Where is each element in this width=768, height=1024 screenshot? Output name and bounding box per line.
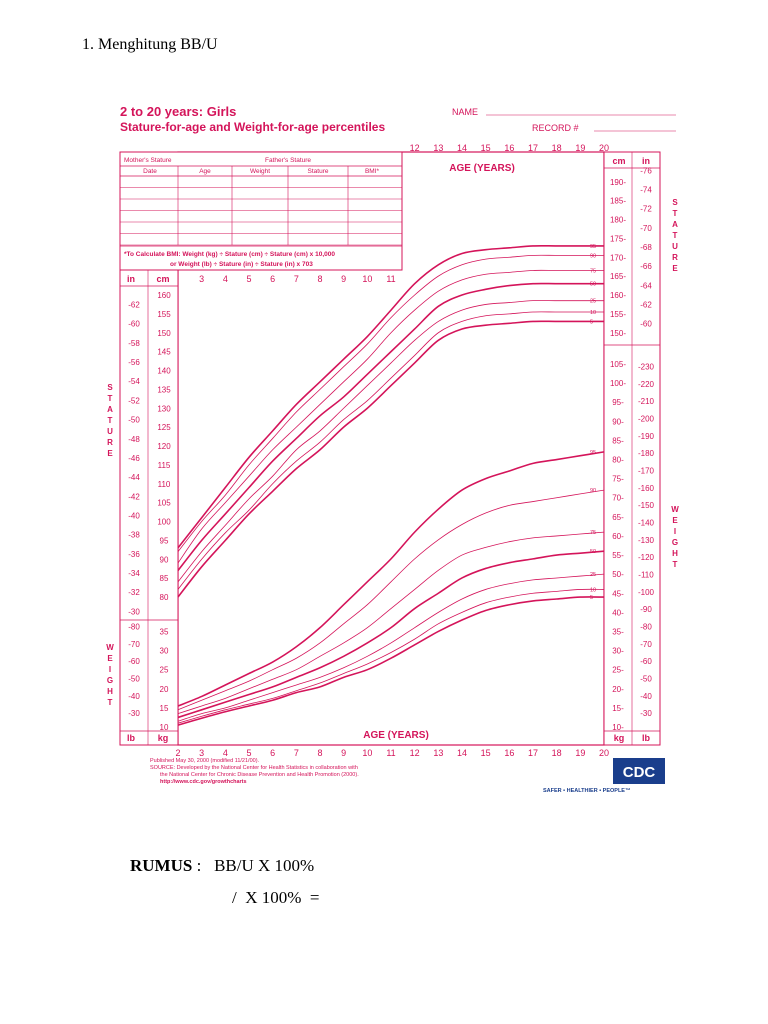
age-tick-label: 19 <box>575 748 586 758</box>
tick-label: -56 <box>128 358 140 368</box>
table-header-age: Age <box>199 168 211 175</box>
age-tick-label: 20 <box>598 143 610 153</box>
age-tick-label: 7 <box>293 748 299 758</box>
age-tick-label: 10 <box>362 748 373 758</box>
tick-label: -40 <box>640 691 652 701</box>
tick-label: 10- <box>612 723 624 732</box>
stature-percentile-label: 50 <box>590 281 597 288</box>
formula-expression: BB/U X 100% <box>214 856 315 875</box>
tick-label: 90 <box>159 555 169 565</box>
left-unit-in: in <box>127 274 135 284</box>
tick-label: 150- <box>609 328 627 338</box>
age-tick-label: 17 <box>527 143 539 153</box>
age-label-bottom: AGE (YEARS) <box>363 730 429 741</box>
age-tick-label: 16 <box>504 748 515 758</box>
weight-percentile-label: 75 <box>590 530 597 537</box>
right-unit-lb: lb <box>642 733 650 743</box>
tick-label: 65- <box>612 512 624 522</box>
tick-label: 70- <box>612 493 624 503</box>
tick-label: -140 <box>637 518 655 528</box>
age-tick-label: 15 <box>480 748 491 758</box>
tick-label: -32 <box>128 588 140 598</box>
tick-label: -74 <box>640 185 652 195</box>
age-tick-label: 6 <box>270 274 276 284</box>
age-tick-label: 20 <box>598 748 610 758</box>
left-unit-kg: kg <box>157 733 169 743</box>
age-tick-label: 19 <box>575 143 586 153</box>
tick-label: 90- <box>612 417 624 427</box>
tick-label: -46 <box>128 453 140 463</box>
tick-label: -180 <box>637 449 655 459</box>
right-unit-cm: cm <box>612 156 626 166</box>
tick-label: 25- <box>612 665 624 675</box>
tick-label: -70 <box>128 639 140 649</box>
chart-subtitle: Stature-for-age and Weight-for-age percentiles <box>120 120 386 134</box>
published-note: Published May 30, 2000 (modified 11/21/00). <box>150 758 260 764</box>
tick-label: -210 <box>637 397 655 407</box>
page-heading: 1. Menghitung BB/U <box>82 36 218 53</box>
cdc-tagline: SAFER • HEALTHIER • PEOPLE™ <box>543 788 631 794</box>
tick-label: -100 <box>637 587 655 597</box>
tick-label: -60 <box>640 657 652 667</box>
age-tick-label: 4 <box>222 274 228 284</box>
age-tick-label: 11 <box>386 748 396 758</box>
tick-label: 120 <box>157 442 171 451</box>
tick-label: -42 <box>128 492 140 502</box>
tick-label: 85- <box>612 436 624 446</box>
tick-label: -54 <box>128 377 140 387</box>
tick-label: -70 <box>640 223 652 233</box>
age-tick-label: 5 <box>246 274 252 284</box>
tick-label: 50- <box>612 570 624 580</box>
tick-label: 15- <box>612 703 624 713</box>
age-tick-label: 18 <box>551 143 562 153</box>
age-tick-label: 5 <box>246 748 252 758</box>
tick-label: -80 <box>128 622 140 632</box>
tick-label: 125 <box>157 423 171 433</box>
stature-percentile-label: 10 <box>590 309 597 316</box>
formula-line <box>130 856 314 876</box>
tick-label: 105 <box>157 498 171 508</box>
formula-label: RUMUS <box>130 856 193 875</box>
age-tick-label: 16 <box>504 143 515 153</box>
age-tick-label: 14 <box>456 143 468 153</box>
tick-label: 20- <box>612 684 624 694</box>
tick-label: 10 <box>159 723 169 732</box>
tick-label: 110 <box>157 479 171 489</box>
tick-label: 130 <box>157 404 171 414</box>
tick-label: 115 <box>157 460 171 470</box>
tick-label: -52 <box>128 396 140 406</box>
weight-label-right: W E I G H T <box>671 505 679 569</box>
age-tick-label: 17 <box>527 748 539 758</box>
age-tick-label: 6 <box>270 748 276 758</box>
weight-label-left: W E I G H T <box>106 643 114 707</box>
tick-label: 160 <box>157 291 171 300</box>
tick-label: -72 <box>640 204 652 214</box>
tick-label: -66 <box>640 262 652 272</box>
weight-percentile-label: 50 <box>590 549 597 556</box>
tick-label: -150 <box>637 501 655 511</box>
tick-label: 55- <box>612 551 624 561</box>
age-tick-label: 13 <box>433 748 444 758</box>
tick-label: 190- <box>609 177 627 187</box>
tick-label: -130 <box>637 535 655 545</box>
tick-label: -68 <box>640 242 652 252</box>
chart-frame <box>120 152 660 745</box>
tick-label: 160- <box>609 291 627 300</box>
tick-label: -62 <box>640 300 652 310</box>
tick-label: -230 <box>637 362 655 372</box>
tick-label: 155- <box>609 309 627 319</box>
table-header-weight: Weight <box>249 168 271 175</box>
stature-label-right: S T A T U R E <box>672 198 678 273</box>
tick-label: 30 <box>159 646 169 656</box>
tick-label: -40 <box>128 691 140 701</box>
age-tick-label: 12 <box>409 748 420 758</box>
tick-label: 150 <box>157 328 171 338</box>
tick-label: 80 <box>159 593 169 602</box>
tick-label: 30- <box>612 646 624 656</box>
fathers-stature-label: Father's Stature <box>265 157 312 164</box>
stature-percentile-label: 95 <box>590 243 597 250</box>
tick-label: 140 <box>157 366 171 376</box>
tick-label: 35 <box>159 627 169 637</box>
source-line1: SOURCE: Developed by the National Center for Health Statistics in collaboration with <box>150 765 358 771</box>
weight-percentile-label: 10 <box>590 587 597 594</box>
tick-label: -30 <box>640 709 652 719</box>
tick-label: -34 <box>128 568 140 578</box>
age-tick-label: 2 <box>175 748 181 758</box>
tick-label: -80 <box>640 622 652 632</box>
tick-label: 170- <box>609 253 627 263</box>
right-unit-in: in <box>642 156 650 166</box>
tick-label: -60 <box>640 319 652 329</box>
tick-label: 20 <box>159 684 169 694</box>
tick-label: -50 <box>640 674 652 684</box>
stature-percentile-label: 5 <box>590 319 594 326</box>
tick-label: -30 <box>128 607 140 617</box>
tick-label: 185- <box>609 196 627 206</box>
tick-label: 80- <box>612 455 624 465</box>
left-unit-cm: cm <box>156 274 170 284</box>
tick-label: -110 <box>638 570 654 580</box>
tick-label: -190 <box>637 431 655 441</box>
chart-title: 2 to 20 years: Girls <box>120 104 237 119</box>
left-unit-lb: lb <box>127 733 135 743</box>
tick-label: -120 <box>637 553 655 563</box>
tick-label: -64 <box>640 281 652 291</box>
stature-label-left: S T A T U R E <box>107 383 113 458</box>
tick-label: 95 <box>159 536 169 546</box>
tick-label: 145 <box>157 347 171 357</box>
table-header-stature: Stature <box>307 168 329 175</box>
age-tick-label: 12 <box>409 143 420 153</box>
tick-label: 155 <box>157 309 171 319</box>
mothers-stature-label: Mother's Stature <box>124 157 172 164</box>
tick-label: 105- <box>609 360 627 369</box>
stature-percentile-label: 75 <box>590 268 597 275</box>
age-tick-label: 13 <box>433 143 444 153</box>
tick-label: 165- <box>609 272 627 282</box>
age-tick-label: 18 <box>551 748 562 758</box>
tick-label: -30 <box>128 709 140 719</box>
age-label-top: AGE (YEARS) <box>449 163 515 174</box>
right-unit-kg: kg <box>613 733 625 743</box>
age-tick-label: 14 <box>456 748 468 758</box>
tick-label: 100 <box>157 517 171 527</box>
age-tick-label: 3 <box>199 274 205 284</box>
formula-separator: : <box>192 856 215 875</box>
tick-label: -48 <box>128 434 140 444</box>
source-line2: the National Center for Chronic Disease Prevention and Health Promotion (2000). <box>160 772 359 778</box>
tick-label: -220 <box>637 379 655 389</box>
table-header-date: Date <box>143 168 157 175</box>
tick-label: -50 <box>128 415 140 425</box>
record-label: RECORD # <box>532 123 579 133</box>
stature-percentile-label: 90 <box>590 253 597 260</box>
table-header-bmi: BMI* <box>364 168 380 175</box>
age-tick-label: 8 <box>317 274 323 284</box>
tick-label: -90 <box>640 605 652 615</box>
bmi-note-line1: *To Calculate BMI: Weight (kg) ÷ Stature (cm) ÷ Stature (cm) x 10,000 <box>124 251 335 258</box>
age-tick-label: 4 <box>222 748 228 758</box>
tick-label: -40 <box>128 511 140 521</box>
source-url[interactable]: http://www.cdc.gov/growthcharts <box>160 779 247 785</box>
tick-label: -170 <box>637 466 655 476</box>
tick-label: 95- <box>612 398 624 408</box>
tick-label: 15 <box>159 703 169 713</box>
weight-percentile-label: 5 <box>590 595 594 602</box>
bmi-note-line2: or Weight (lb) ÷ Stature (in) ÷ Stature (in) x 703 <box>170 261 313 268</box>
tick-label: 75- <box>612 474 624 484</box>
cdc-logo-text: CDC <box>622 764 656 781</box>
tick-label: -76 <box>640 166 652 176</box>
age-tick-label: 3 <box>199 748 205 758</box>
tick-label: -200 <box>637 414 655 424</box>
age-tick-label: 8 <box>317 748 323 758</box>
age-tick-label: 10 <box>362 274 373 284</box>
tick-label: -160 <box>637 483 655 493</box>
tick-label: 60- <box>612 531 624 541</box>
stature-percentile-label: 25 <box>590 298 597 305</box>
tick-label: -60 <box>128 319 140 329</box>
weight-percentile-label: 95 <box>590 449 597 456</box>
age-tick-label: 7 <box>293 274 299 284</box>
tick-label: -38 <box>128 530 140 540</box>
cdc-logo <box>613 758 665 784</box>
tick-label: -70 <box>640 639 652 649</box>
tick-label: -58 <box>128 338 140 348</box>
tick-label: 85 <box>159 574 169 584</box>
age-tick-label: 9 <box>341 274 347 284</box>
age-tick-label: 9 <box>341 748 347 758</box>
tick-label: 135 <box>157 385 171 395</box>
weight-percentile-label: 90 <box>590 488 597 495</box>
age-tick-label: 15 <box>480 143 491 153</box>
tick-label: 35- <box>612 627 624 637</box>
tick-label: 25 <box>159 665 169 675</box>
tick-label: 40- <box>612 608 624 618</box>
tick-label: -50 <box>128 674 140 684</box>
tick-label: -62 <box>128 300 140 310</box>
tick-label: 175- <box>609 234 627 244</box>
name-label: NAME <box>452 107 479 117</box>
formula-result: / X 100% = <box>232 888 320 907</box>
age-tick-label: 11 <box>386 274 396 284</box>
tick-label: -44 <box>128 473 140 483</box>
weight-percentile-label: 25 <box>590 572 597 579</box>
tick-label: 45- <box>612 589 624 599</box>
tick-label: -60 <box>128 657 140 667</box>
tick-label: 180- <box>609 215 627 225</box>
tick-label: -36 <box>128 549 140 559</box>
tick-label: 100- <box>609 379 627 389</box>
